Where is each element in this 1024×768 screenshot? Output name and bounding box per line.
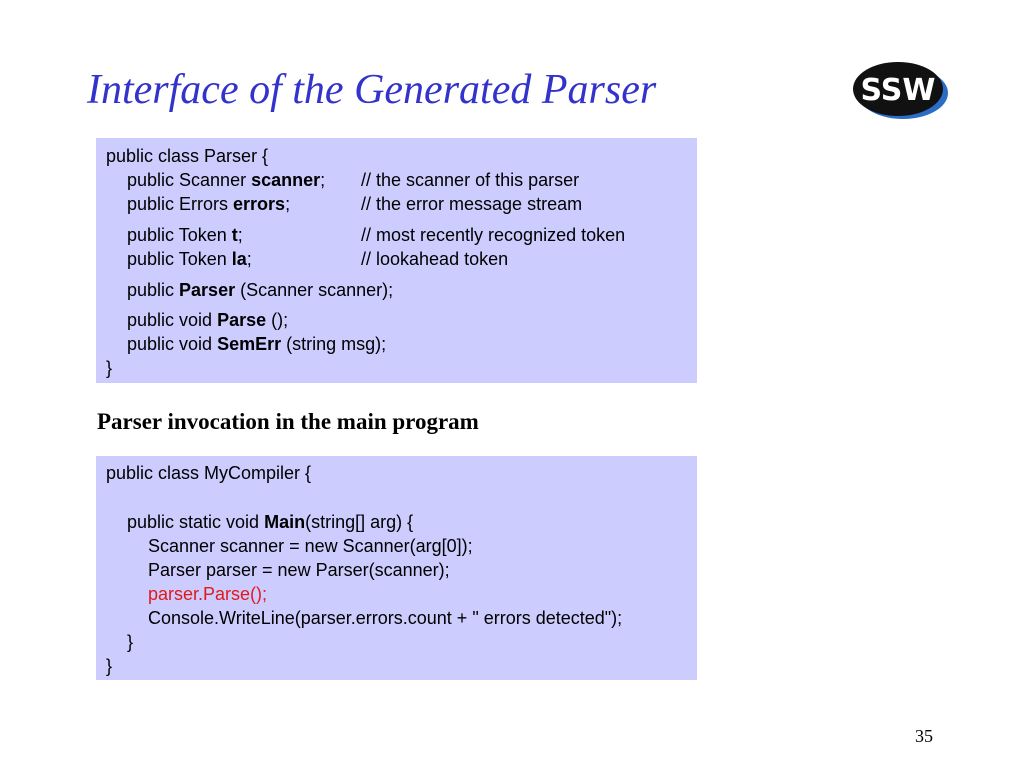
section-heading: Parser invocation in the main program <box>97 409 479 434</box>
code-comment: // the error message stream <box>361 194 583 214</box>
code-comment: // lookahead token <box>361 249 509 269</box>
code-line: } <box>106 656 113 676</box>
code-line: public Parser (Scanner scanner); <box>127 280 394 300</box>
parser-interface-code <box>96 138 697 383</box>
code-line: public Token la; <box>127 249 252 269</box>
code-line: Parser parser = new Parser(scanner); <box>148 560 450 580</box>
main-program-code <box>96 456 697 680</box>
ssw-logo <box>851 59 949 121</box>
highlighted-code-line: parser.Parse(); <box>148 584 268 604</box>
code-line: public static void Main(string[] arg) { <box>127 512 414 532</box>
code-line: } <box>127 632 134 652</box>
logo-text: SSW <box>860 73 936 108</box>
code-line: public Scanner scanner; <box>127 170 326 190</box>
code-line: public Errors errors; <box>127 194 291 214</box>
slide-title: Interface of the Generated Parser <box>87 67 657 113</box>
code-line: public class Parser { <box>106 146 269 166</box>
code-line: public void SemErr (string msg); <box>127 334 387 354</box>
code-line: public Token t; <box>127 225 243 245</box>
page-number: 35 <box>915 726 933 746</box>
code-line: public void Parse (); <box>127 310 289 330</box>
code-comment: // most recently recognized token <box>361 225 626 245</box>
code-line: public class MyCompiler { <box>106 463 312 483</box>
code-comment: // the scanner of this parser <box>361 170 580 190</box>
code-line: Scanner scanner = new Scanner(arg[0]); <box>148 536 473 556</box>
code-line: } <box>106 358 113 378</box>
code-line: Console.WriteLine(parser.errors.count + " errors detected"); <box>148 608 623 628</box>
